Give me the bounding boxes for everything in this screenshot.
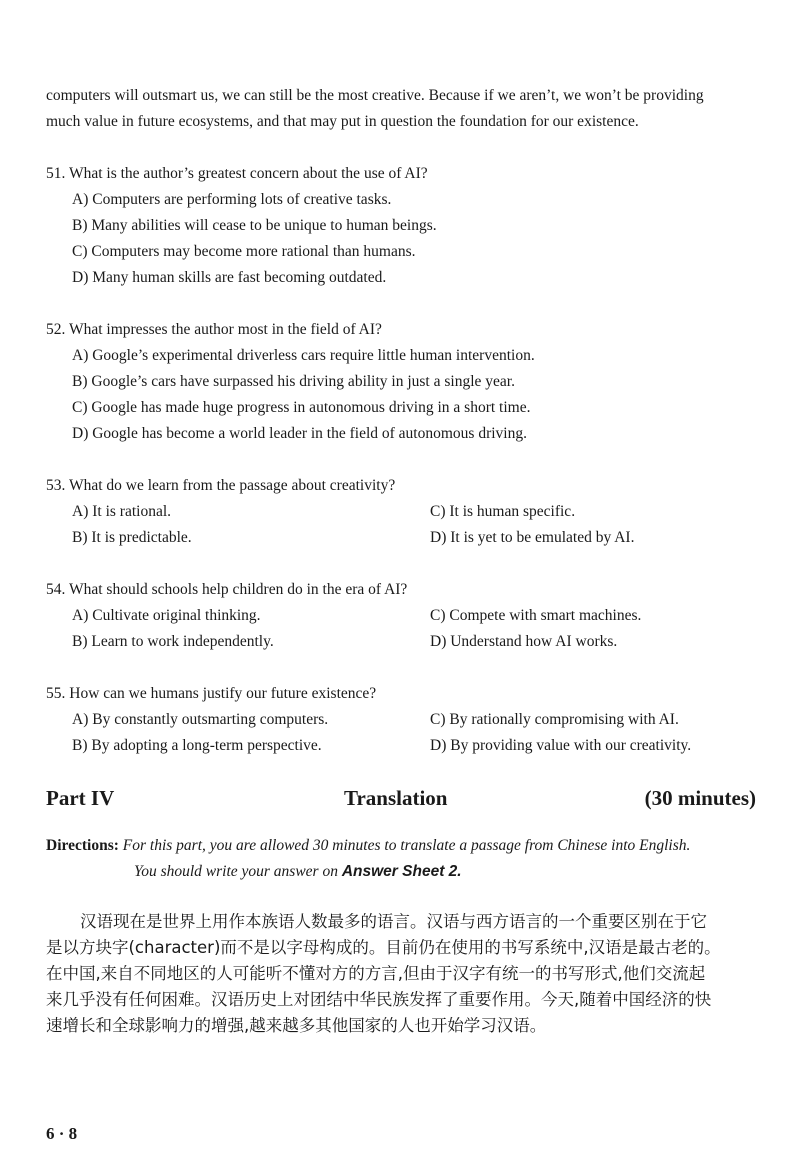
- question-55-option-b[interactable]: B) By adopting a long-term perspective.: [72, 737, 322, 754]
- question-55-option-c[interactable]: C) By rationally compromising with AI.: [430, 711, 679, 728]
- question-53-stem: 53. What do we learn from the passage about creativity?: [46, 477, 396, 494]
- question-54-option-d[interactable]: D) Understand how AI works.: [430, 633, 618, 650]
- part-time: (30 minutes): [644, 786, 756, 810]
- passage-line-1: computers will outsmart us, we can still be the most creative. Because if we aren’t, we won’t be providing: [46, 87, 704, 104]
- translation-line-1: 汉语现在是世界上用作本族语人数最多的语言。汉语与西方语言的一个重要区别在于它: [80, 912, 707, 931]
- question-55-stem: 55. How can we humans justify our future existence?: [46, 685, 377, 702]
- directions: [46, 836, 690, 856]
- question-52-option-d[interactable]: D) Google has become a world leader in the field of autonomous driving.: [72, 425, 527, 442]
- question-53-option-c[interactable]: C) It is human specific.: [430, 503, 576, 520]
- question-51-option-a[interactable]: A) Computers are performing lots of creative tasks.: [72, 191, 392, 208]
- directions-line-2: [134, 862, 462, 882]
- question-51-stem: 51. What is the author’s greatest concern about the use of AI?: [46, 165, 428, 182]
- passage-line-2: much value in future ecosystems, and that may put in question the foundation for our existence.: [46, 113, 639, 130]
- answer-sheet-label: Answer Sheet 2.: [341, 863, 462, 880]
- question-54-option-c[interactable]: C) Compete with smart machines.: [430, 607, 642, 624]
- question-55-option-d[interactable]: D) By providing value with our creativity.: [430, 737, 692, 754]
- directions-text-2: You should write your answer on: [134, 863, 338, 880]
- question-51-option-d[interactable]: D) Many human skills are fast becoming outdated.: [72, 269, 387, 286]
- question-54-option-b[interactable]: B) Learn to work independently.: [72, 633, 274, 650]
- question-54-stem: 54. What should schools help children do in the era of AI?: [46, 581, 408, 598]
- question-52-option-a[interactable]: A) Google’s experimental driverless cars require little human intervention.: [72, 347, 535, 364]
- question-52-option-c[interactable]: C) Google has made huge progress in autonomous driving in a short time.: [72, 399, 531, 416]
- question-52-stem: 52. What impresses the author most in the field of AI?: [46, 321, 382, 338]
- translation-line-2: 是以方块字(character)而不是以字母构成的。目前仍在使用的书写系统中,汉语是最古老的。: [46, 938, 721, 957]
- question-54-option-a[interactable]: A) Cultivate original thinking.: [72, 607, 261, 624]
- part-heading: [46, 786, 756, 816]
- translation-line-5: 速增长和全球影响力的增强,越来越多其他国家的人也开始学习汉语。: [46, 1016, 547, 1035]
- question-51-option-c[interactable]: C) Computers may become more rational than humans.: [72, 243, 416, 260]
- translation-line-3: 在中国,来自不同地区的人可能听不懂对方的方言,但由于汉字有统一的书写形式,他们交流起: [46, 964, 706, 983]
- question-51-option-b[interactable]: B) Many abilities will cease to be unique to human beings.: [72, 217, 437, 234]
- translation-line-4: 来几乎没有任何困难。汉语历史上对团结中华民族发挥了重要作用。今天,随着中国经济的快: [46, 990, 712, 1009]
- question-53-option-a[interactable]: A) It is rational.: [72, 503, 172, 520]
- question-52-option-b[interactable]: B) Google’s cars have surpassed his driving ability in just a single year.: [72, 373, 515, 390]
- question-53-option-d[interactable]: D) It is yet to be emulated by AI.: [430, 529, 635, 546]
- question-55-option-a[interactable]: A) By constantly outsmarting computers.: [72, 711, 329, 728]
- question-53-option-b[interactable]: B) It is predictable.: [72, 529, 192, 546]
- part-number: Part IV: [46, 786, 115, 810]
- directions-text-1: For this part, you are allowed 30 minutes to translate a passage from Chinese into English.: [122, 837, 691, 854]
- page-number: 6 · 8: [46, 1124, 78, 1143]
- directions-colon: :: [113, 837, 119, 854]
- part-name: Translation: [344, 786, 448, 810]
- directions-label: Directions: [46, 837, 114, 854]
